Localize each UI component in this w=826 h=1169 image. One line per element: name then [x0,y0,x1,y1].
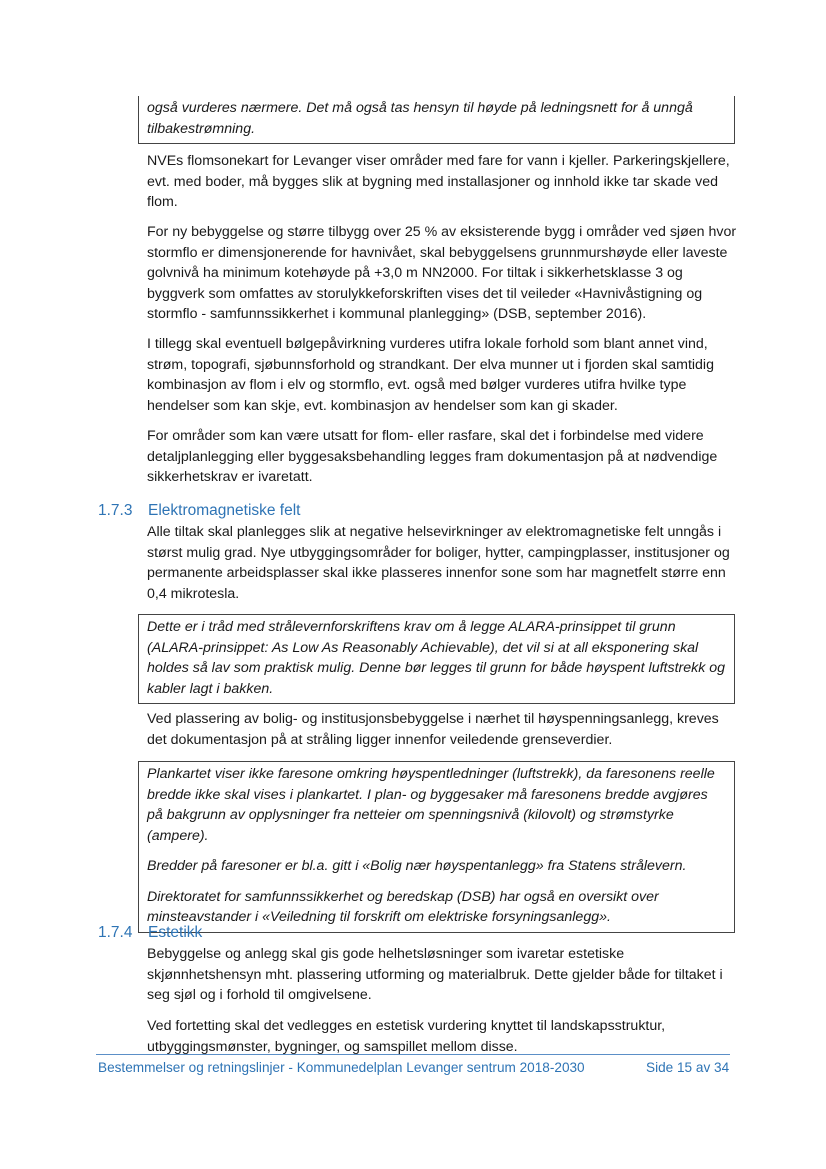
guideline-box-drainage [138,96,735,144]
guideline-text: også vurderes nærmere. Det må også tas hensyn til høyde på ledningsnett for å unngå tilbakestrømning. [147,100,693,137]
paragraph-storm-surge: For ny bebyggelse og større tilbygg over 25 % av eksisterende bygg i områder ved sjøen hvor stormflo er dimensjonerende for havnivået, skal bebyggelsens grunnmurshøyde eller laveste golvnivå ha minimum kotehøyde på +3,0 m NN2000. For tiltak i sikkerhetsklasse 3 og byggverk som omfattes av storulykkeforskriften vises det til veileder «Havnivåstigning og stormflo - samfunnssikkerhet i kommunal planlegging» (DSB, september 2016). [147,224,737,322]
footer-title: Bestemmelser og retningslinjer - Kommunedelplan Levanger sentrum 2018-2030 [98,1060,585,1075]
footer-rule [96,1054,730,1055]
paragraph-aesthetics: Bebyggelse og anlegg skal gis gode helhetsløsninger som ivaretar estetiske skjønnhetshensyn mht. plassering utforming og materialbruk. Dette gjelder både for tiltaket i seg sjøl og i forhold til omgivelsene. [147,946,723,1003]
guideline-box-alara [138,614,735,704]
section-heading-aesthetics [98,922,202,944]
guideline-text-plan-map: Plankartet viser ikke faresone omkring høyspentledninger (luftstrekk), da faresonens reelle bredde ikke skal vises i plankartet. I plan- og byggesaker må faresonens bredde avgjøres på bakgrunn av opplysninger fra netteier om spenningsnivå (kilovolt) og strømstyrke (ampere). [147,766,715,844]
paragraph-high-voltage: Ved plassering av bolig- og institusjonsbebyggelse i nærhet til høyspenningsanlegg, kreves det dokumentasjon på at stråling ligger innenfor veiledende grenseverdier. [147,711,719,748]
paragraph-densification: Ved fortetting skal det vedlegges en estetisk vurdering knyttet til landskapsstruktur, utbyggingsmønster, bygninger, og samspillet mellom disse. [147,1018,666,1055]
section-title: Estetikk [148,924,203,941]
section-number: 1.7.4 [98,924,133,941]
guideline-text: Dette er i tråd med strålevernforskriftens krav om å legge ALARA-prinsippet til grunn (ALARA-prinsippet: As Low As Reasonably Achievable), det vil si at all eksponering skal holdes så lav som praktisk mulig. Denne bør legges til grunn for både høyspent luftstrekk og kabler lagt i bakken. [147,619,726,697]
paragraph-flood-map: NVEs flomsonekart for Levanger viser områder med fare for vann i kjeller. Parkeringskjellere, evt. med boder, må bygges slik at bygning med installasjoner og innhold ikke tar skade ved flom. [147,153,730,210]
section-title: Elektromagnetiske felt [148,502,301,519]
section-heading-emf [98,500,301,522]
paragraph-emf-requirements: Alle tiltak skal planlegges slik at negative helsevirkninger av elektromagnetiske felt unngås i størst mulig grad. Nye utbyggingsområder for boliger, hytter, campingplasser, institusjoner og permanente arbeidsplasser skal ikke plasseres innenfor sone som har magnetfelt større enn 0,4 mikrotesla. [147,524,730,602]
footer-page-number: Side 15 av 34 [646,1060,730,1075]
guideline-text-zone-widths: Bredder på faresoner er bl.a. gitt i «Bolig nær høyspentanlegg» fra Statens strålevern. [147,858,687,874]
guideline-text-dsb: Direktoratet for samfunnssikkerhet og beredskap (DSB) har også en oversikt over minsteavstander i «Veiledning til forskrift om elektriske forsyningsanlegg». [147,888,659,925]
paragraph-flood-landslide: For områder som kan være utsatt for flom- eller rasfare, skal det i forbindelse med videre detaljplanlegging eller byggesaksbehandling legges fram dokumentasjon på at nødvendige sikkerhetskrav er ivaretatt. [147,428,718,485]
paragraph-wave-impact: I tillegg skal eventuell bølgepåvirkning vurderes utifra lokale forhold som blant annet vind, strøm, topografi, sjøbunnsforhold og strandkant. Der elva munner ut i fjorden skal samtidig kombinasjon av flom i elv og stormflo, evt. også med bølger vurderes utifra hvilke type hendelser som kan skje, evt. kombinasjon av hendelser som kan gi skader. [147,336,714,414]
section-number: 1.7.3 [98,502,133,519]
guideline-box-hazard-zone [138,761,735,933]
